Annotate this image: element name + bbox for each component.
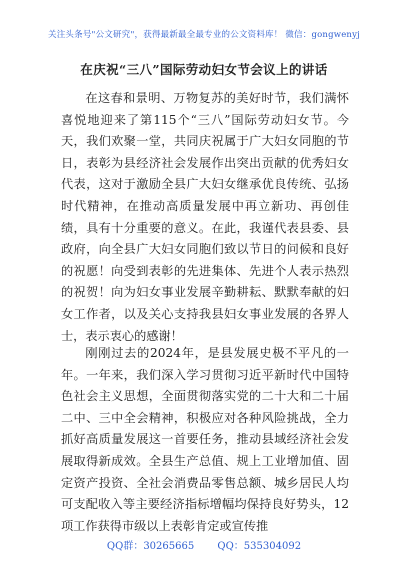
body-paragraph-1: 在这春和景明、万物复苏的美好时节，我们满怀喜悦地迎来了第115个“三八”国际劳动妇女节。今天，我们欢聚一堂，共同庆祝属于广大妇女同胞的节日，表彰为县经济社会发展作出突出贡献的优秀妇女代表，这对于激励全县广大妇女继承优良传统、弘扬时代精神，在推动高质量发展中再立新功、再创佳绩，具有十分重要的意义。在此，我谨代表县委、县政府，向全县广大妇女同胞们致以节日的问候和良好的祝愿！向受到表彰的先进集体、先进个人表示热烈的祝贺！向为妇女事业发展辛勤耕耘、默默奉献的妇女工作者，以及关心支持我县妇女事业发展的各界人士，表示衷心的感谢！	[61, 91, 349, 343]
footer-contacts	[0, 537, 408, 552]
footer-qq-group: QQ群：30265665	[106, 541, 195, 552]
footer-qq: QQ：535304092	[217, 541, 302, 552]
body-paragraph-2: 刚刚过去的2024年，是县发展史极不平凡的一年。一年来，我们深入学习贯彻习近平新时代中国特色社会主义思想，全面贯彻落实党的二十大和二十届二中、三中全会精神，积极应对各种风险挑战，全力抓好高质量发展这一首要任务，推动县域经济社会发展取得新成效。全县生产总值、规上工业增加值、固定资产投资、全社会消费品零售总额、城乡居民人均可支配收入等主要经济指标增幅均保持良好势头，12项工作获得市级以上表彰肯定或宣传推	[61, 346, 349, 533]
document-title: 在庆祝“三八”国际劳动妇女节会议上的讲话	[80, 62, 328, 77]
header-banner: 关注头条号"公文研究"，获得最新最全最专业的公文资料库！ 微信：gongwenyj	[48, 30, 360, 40]
